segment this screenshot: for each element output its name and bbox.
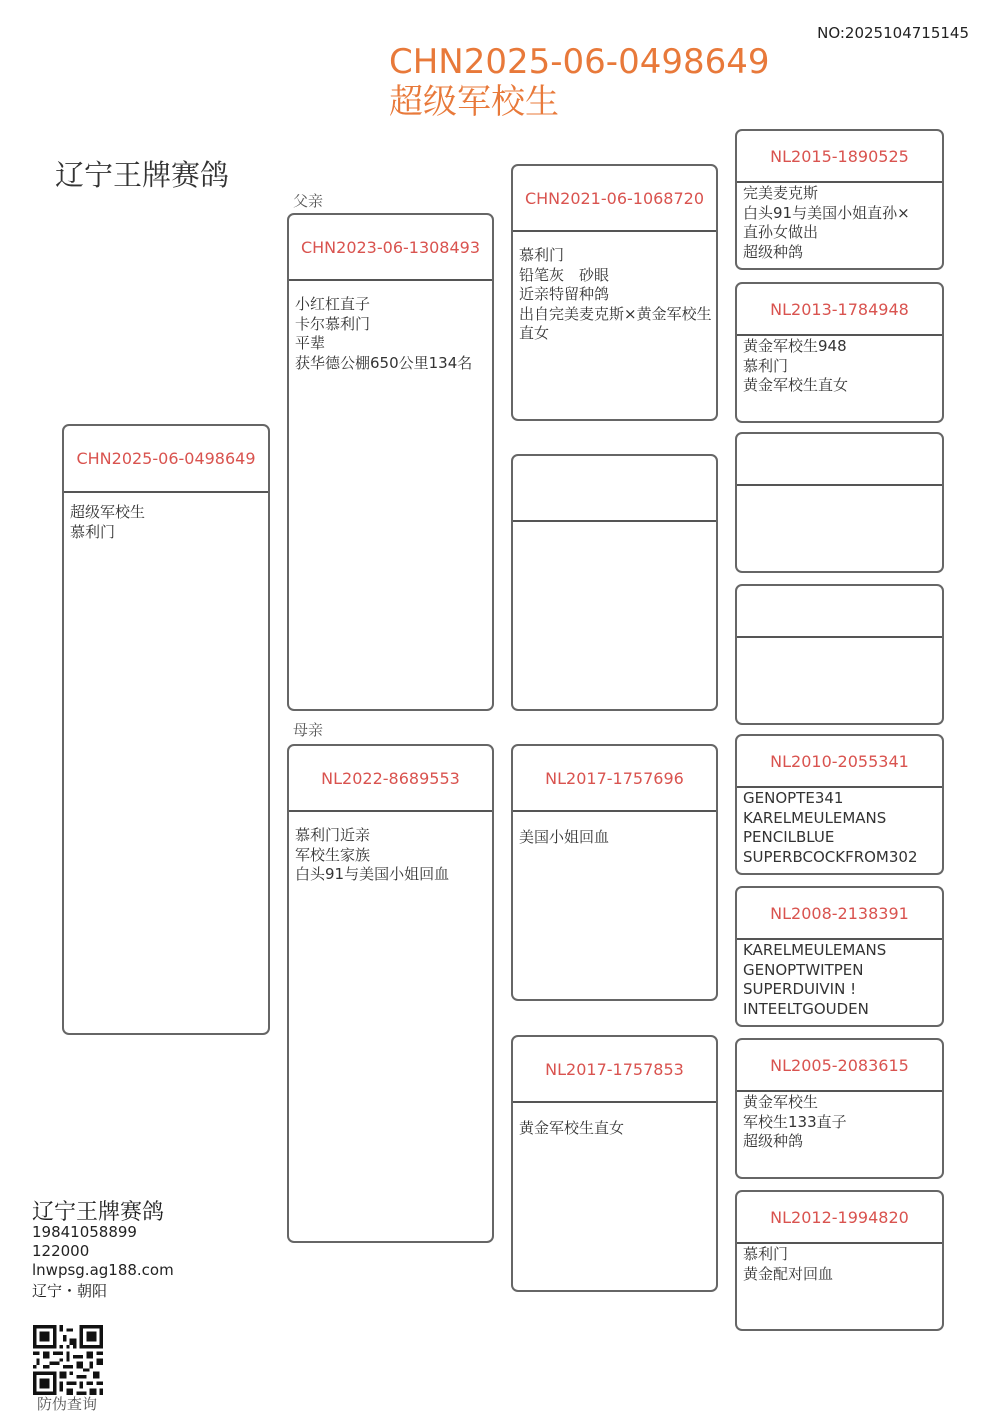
document-number: NO:2025104715145	[817, 24, 969, 42]
ancestor-notes	[743, 1093, 938, 1152]
dam-notes	[295, 826, 488, 885]
dam-dam-card	[511, 1035, 718, 1292]
subject-ring: CHN2025-06-0498649	[64, 426, 268, 493]
title-ring-number: CHN2025-06-0498649	[389, 42, 770, 82]
ancestor-notes	[519, 246, 712, 344]
ancestor-notes	[743, 184, 938, 262]
note-line: PENCILBLUE	[743, 828, 835, 846]
ancestor-ring: NL2005-2083615	[737, 1040, 942, 1092]
ancestor-notes	[519, 828, 712, 848]
footer-location: 辽宁・朝阳	[32, 1282, 108, 1300]
anti-counterfeit-label: 防伪查询	[37, 1395, 98, 1413]
ancestor-ring: NL2015-1890525	[737, 131, 942, 183]
ancestor-notes	[519, 1119, 712, 1139]
ancestor-ring	[737, 586, 942, 638]
note-line: 慕利门	[743, 1245, 789, 1263]
sire-dam-card	[511, 454, 718, 711]
note-line: 慕利门	[70, 522, 116, 541]
note-line: 铅笔灰 砂眼	[519, 265, 610, 284]
note-line: 黄金军校生	[743, 1093, 819, 1111]
gen4-card-8	[735, 1190, 944, 1331]
subject-card	[62, 424, 270, 1035]
ancestor-ring: CHN2021-06-1068720	[513, 166, 716, 232]
note-line: KARELMEULEMANS	[743, 941, 887, 959]
footer-website[interactable]: lnwpsg.ag188.com	[32, 1261, 174, 1279]
dam-card	[287, 744, 494, 1243]
ancestor-ring: NL2010-2055341	[737, 736, 942, 788]
note-line: 白头91与美国小姐直孙×	[743, 203, 910, 222]
note-line: 近亲特留种鸽	[519, 285, 610, 303]
note-line: 超级种鸽	[743, 1132, 804, 1150]
note-line: SUPERDUIVIN !	[743, 980, 857, 998]
ancestor-ring: NL2017-1757696	[513, 746, 716, 812]
note-line: GENOPTWITPEN	[743, 960, 864, 979]
sire-label: 父亲	[293, 192, 324, 210]
ancestor-ring: NL2012-1994820	[737, 1192, 942, 1244]
note-line: 平辈	[295, 334, 326, 352]
ancestor-ring: NL2013-1784948	[737, 284, 942, 336]
sire-card	[287, 213, 494, 711]
note-line: 白头91与美国小姐回血	[295, 865, 450, 883]
note-line: KARELMEULEMANS	[743, 808, 887, 827]
note-line: 直孙女做出	[743, 223, 819, 241]
note-line: 黄金配对回血	[743, 1264, 834, 1283]
note-line: INTEELTGOUDEN	[743, 999, 869, 1018]
ancestor-ring: NL2017-1757853	[513, 1037, 716, 1103]
note-line: 完美麦克斯	[743, 184, 819, 202]
gen4-card-4	[735, 584, 944, 725]
sire-ring: CHN2023-06-1308493	[289, 215, 492, 281]
sire-sire-card	[511, 164, 718, 421]
ancestor-notes	[743, 337, 938, 396]
ancestor-ring	[737, 434, 942, 486]
note-line: 黄金军校生直女	[519, 1119, 625, 1137]
footer-postcode: 122000	[32, 1242, 90, 1260]
footer-loft-name: 辽宁王牌赛鸽	[32, 1200, 165, 1225]
note-line: 慕利门	[743, 356, 789, 375]
title-pigeon-name: 超级军校生	[389, 82, 559, 122]
note-line: 军校生133直子	[743, 1112, 847, 1131]
ancestor-notes	[743, 1245, 938, 1284]
note-line: 卡尔慕利门	[295, 314, 371, 333]
gen4-card-1	[735, 129, 944, 270]
sire-notes	[295, 295, 488, 373]
footer-phone: 19841058899	[32, 1223, 137, 1241]
note-line: GENOPTE341	[743, 789, 844, 807]
gen4-card-7	[735, 1038, 944, 1179]
gen4-card-5	[735, 734, 944, 875]
ancestor-notes	[743, 789, 938, 867]
subject-notes	[70, 503, 264, 542]
note-line: 出自完美麦克斯×黄金军校生直女	[519, 304, 712, 342]
note-line: 军校生家族	[295, 845, 371, 864]
note-line: 慕利门近亲	[295, 826, 371, 844]
note-line: 黄金军校生直女	[743, 376, 849, 394]
dam-ring: NL2022-8689553	[289, 746, 492, 812]
note-line: 小红杠直子	[295, 295, 371, 313]
ancestor-notes	[743, 941, 938, 1019]
note-line: SUPERBCOCKFROM302	[743, 847, 918, 866]
note-line: 慕利门	[519, 246, 565, 264]
gen4-card-2	[735, 282, 944, 423]
gen4-card-3	[735, 432, 944, 573]
dam-label: 母亲	[293, 721, 324, 739]
note-line: 超级种鸽	[743, 242, 804, 261]
dam-sire-card	[511, 744, 718, 1001]
note-line: 美国小姐回血	[519, 828, 610, 846]
note-line: 超级军校生	[70, 503, 146, 521]
gen4-card-6	[735, 886, 944, 1027]
note-line: 获华德公棚650公里134名	[295, 353, 473, 372]
ancestor-ring: NL2008-2138391	[737, 888, 942, 940]
qr-code-icon[interactable]	[33, 1325, 103, 1395]
ancestor-ring	[513, 456, 716, 522]
note-line: 黄金军校生948	[743, 337, 847, 355]
loft-name: 辽宁王牌赛鸽	[55, 158, 230, 192]
